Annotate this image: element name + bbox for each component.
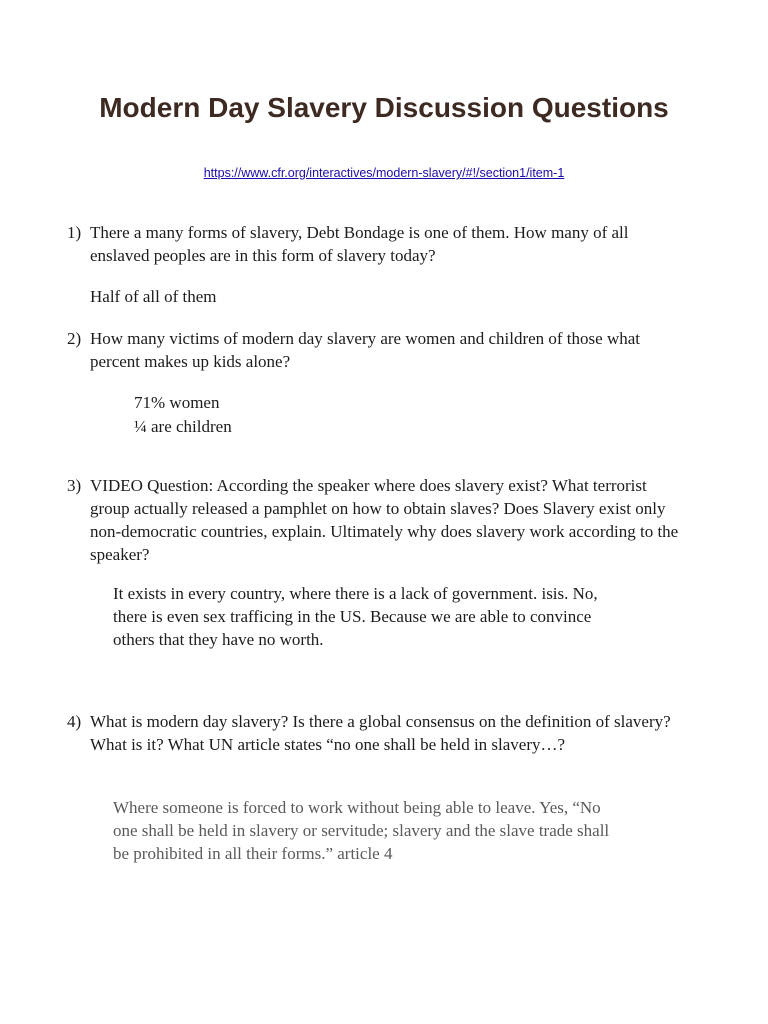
answer-4 [113,796,609,865]
question-number: 1) [67,223,82,242]
question-1 [67,221,687,267]
question-number: 2) [67,329,82,348]
answer-line: It exists in every country, where there is a lack of government. isis. No, [113,584,598,603]
source-link[interactable]: https://www.cfr.org/interactives/modern-slavery/#!/section1/item-1 [203,166,565,180]
answer-line: be prohibited in all their forms.” article 4 [113,844,393,863]
question-text: How many victims of modern day slavery are women and children of those what percent makes up kids alone? [90,329,640,371]
answer-2 [134,391,232,439]
answer-line: 71% women [134,393,220,412]
document-title: Modern Day Slavery Discussion Questions [99,92,669,123]
answer-3 [113,582,598,651]
answer-line: Half of all of them [90,287,217,306]
question-text: What is modern day slavery? Is there a global consensus on the definition of slavery? What is it? What UN article states “no one shall be held in slavery…? [90,712,671,754]
answer-line: one shall be held in slavery or servitude; slavery and the slave trade shall [113,821,610,840]
question-number: 4) [67,712,82,731]
answer-line: Where someone is forced to work without being able to leave. Yes, “No [113,798,601,817]
answer-line: others that they have no worth. [113,630,324,649]
answer-1 [90,285,217,308]
question-2 [67,327,687,373]
question-3 [67,474,687,566]
question-4 [67,710,687,756]
question-number: 3) [67,476,82,495]
answer-line: ¼ are children [134,417,232,436]
answer-line: there is even sex trafficing in the US. Because we are able to convince [113,607,592,626]
question-text: VIDEO Question: According the speaker where does slavery exist? What terrorist group actually released a pamphlet on how to obtain slaves? Does Slavery exist only non-democratic countries, explain. Ultimately why does slavery work according to the speaker? [90,476,679,564]
question-text: There a many forms of slavery, Debt Bondage is one of them. How many of all enslaved peoples are in this form of slavery today? [90,223,629,265]
